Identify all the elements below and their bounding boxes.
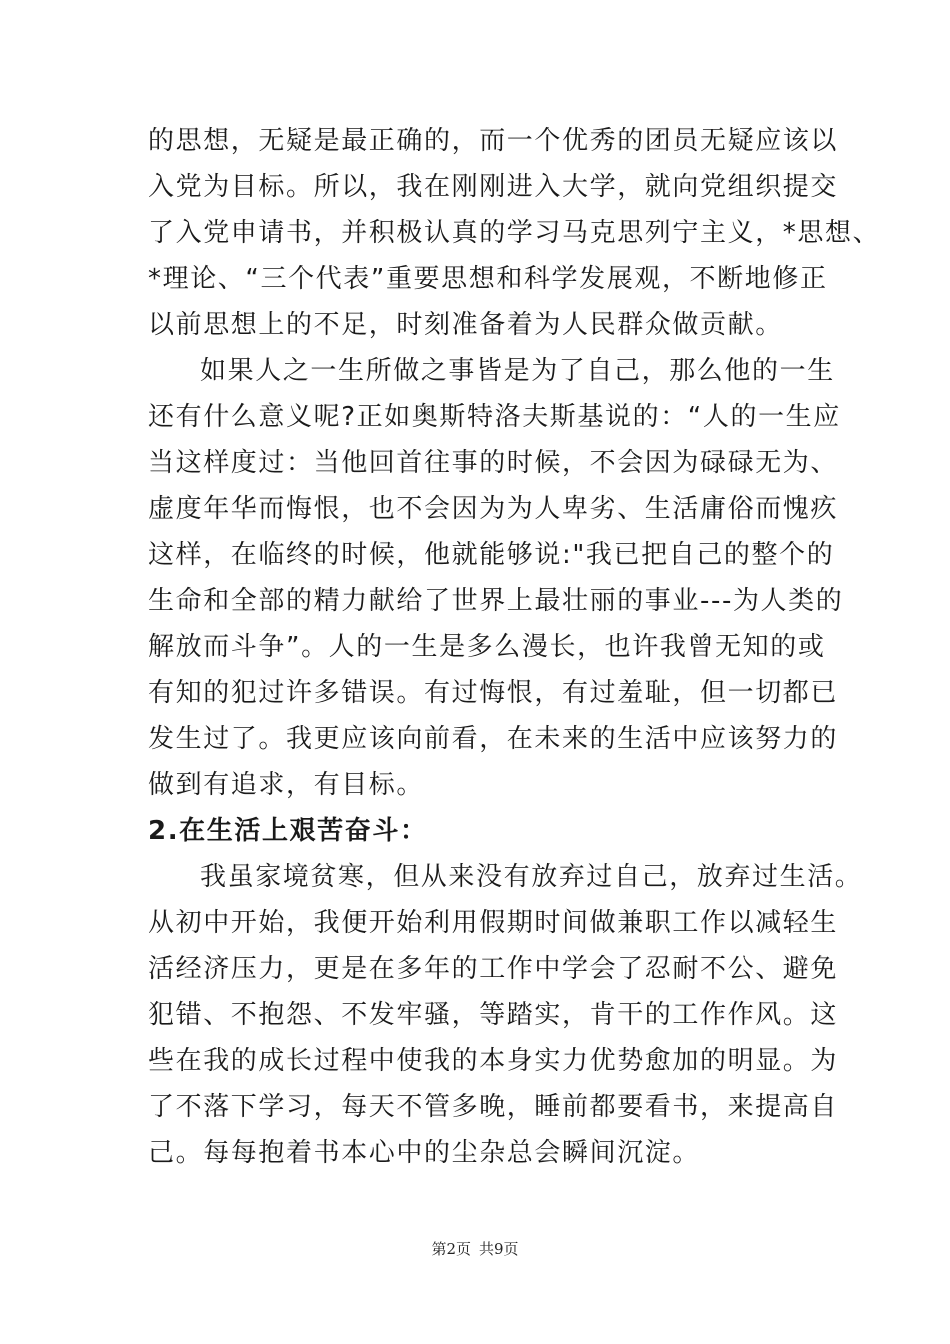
- text-line: 犯错、不抱怨、不发牢骚，等踏实，肯干的工作作风。这: [148, 1000, 839, 1030]
- text-line: 了入党申请书，并积极认真的学习马克思列宁主义，*思想、: [148, 218, 881, 248]
- document-body: [148, 118, 881, 1176]
- text-line: 的思想，无疑是最正确的，而一个优秀的团员无疑应该以: [148, 126, 839, 156]
- text-line: 生命和全部的精力献给了世界上最壮丽的事业---为人类的: [148, 586, 844, 616]
- text-line: *理论、“三个代表”重要思想和科学发展观，不断地修正: [148, 264, 828, 294]
- text-line: 以前思想上的不足，时刻准备着为人民群众做贡献。: [148, 310, 783, 340]
- section-heading: 2.在生活上艰苦奋斗：: [148, 816, 428, 846]
- text-line: 活经济压力，更是在多年的工作中学会了忍耐不公、避免: [148, 954, 839, 984]
- text-line: 做到有追求，有目标。: [148, 770, 425, 800]
- page-number: 第2页: [431, 1240, 471, 1258]
- total-pages: 共9页: [479, 1240, 519, 1258]
- text-line: 这样，在临终的时候，他就能够说:"我已把自己的整个的: [148, 540, 835, 570]
- paragraph-start-line: 我虽家境贫寒，但从来没有放弃过自己，放弃过生活。: [200, 862, 863, 892]
- text-line: 还有什么意义呢?正如奥斯特洛夫斯基说的：“人的一生应: [148, 402, 841, 432]
- text-line: 入党为目标。所以，我在刚刚进入大学，就向党组织提交: [148, 172, 839, 202]
- page-footer: [0, 1238, 950, 1259]
- text-line: 了不落下学习，每天不管多晚，睡前都要看书，来提高自: [148, 1092, 839, 1122]
- text-line: 解放而斗争”。人的一生是多么漫长，也许我曾无知的或: [148, 632, 826, 662]
- text-line: 些在我的成长过程中使我的本身实力优势愈加的明显。为: [148, 1046, 839, 1076]
- text-line: 发生过了。我更应该向前看，在未来的生活中应该努力的: [148, 724, 839, 754]
- text-line: 有知的犯过许多错误。有过悔恨，有过羞耻，但一切都已: [148, 678, 839, 708]
- text-line: 从初中开始，我便开始利用假期时间做兼职工作以减轻生: [148, 908, 839, 938]
- text-line: 虚度年华而悔恨，也不会因为为人卑劣、生活庸俗而愧疚: [148, 494, 839, 524]
- paragraph-start-line: 如果人之一生所做之事皆是为了自己，那么他的一生: [200, 356, 835, 386]
- text-line: 己。每每抱着书本心中的尘杂总会瞬间沉淀。: [148, 1138, 701, 1168]
- text-line: 当这样度过：当他回首往事的时候，不会因为碌碌无为、: [148, 448, 839, 478]
